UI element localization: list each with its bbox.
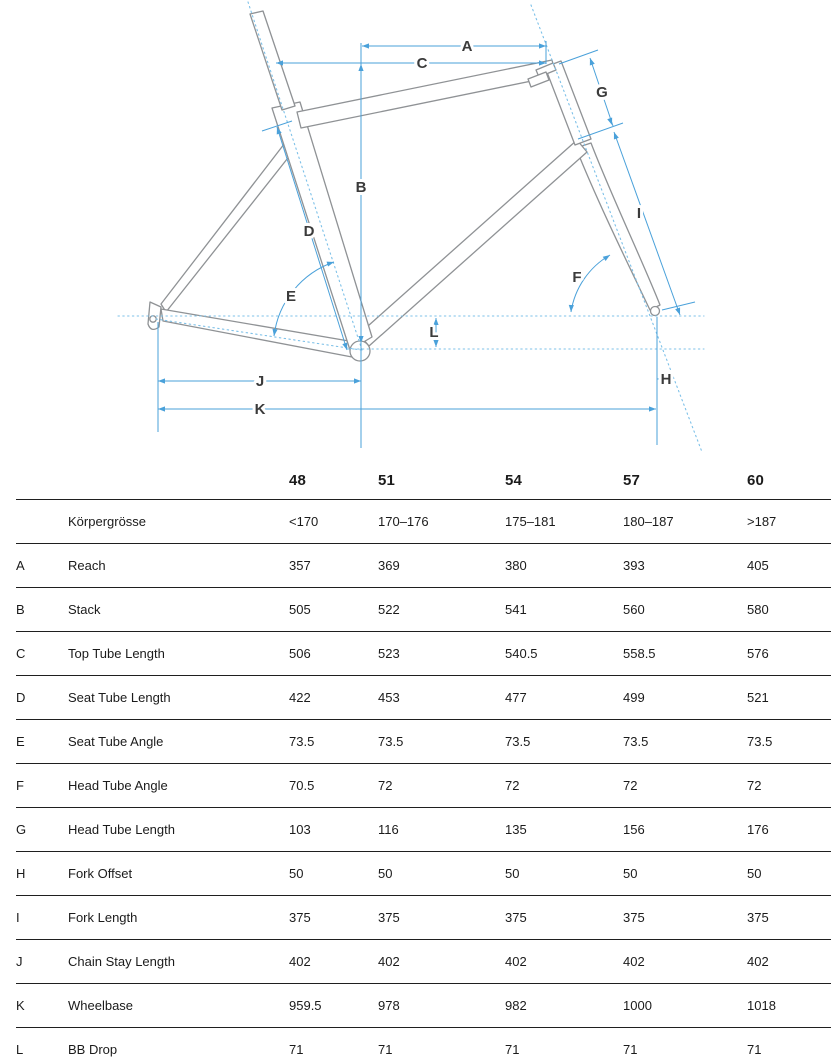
arrow bbox=[433, 340, 438, 347]
row-name: Stack bbox=[68, 602, 101, 617]
row-value: 402 bbox=[623, 954, 645, 969]
row-value: 375 bbox=[747, 910, 769, 925]
row-name: Körpergrösse bbox=[68, 514, 147, 529]
dimension-label-g: G bbox=[596, 84, 608, 101]
row-value: 175–181 bbox=[505, 514, 556, 529]
row-value: 71 bbox=[289, 1042, 304, 1057]
front-axle bbox=[651, 307, 660, 316]
row-value: 1018 bbox=[747, 998, 776, 1013]
row-name: BB Drop bbox=[68, 1042, 118, 1057]
dimension-label-h: H bbox=[660, 371, 672, 388]
arrow bbox=[612, 131, 619, 139]
head-tube bbox=[545, 61, 591, 145]
row-value: 375 bbox=[623, 910, 645, 925]
row-letter: J bbox=[16, 954, 23, 969]
table-header-row bbox=[16, 458, 831, 500]
row-value: 50 bbox=[623, 866, 638, 881]
row-letter: D bbox=[16, 690, 26, 705]
table-row bbox=[16, 676, 831, 720]
row-value: 72 bbox=[505, 778, 520, 793]
row-value: 402 bbox=[289, 954, 311, 969]
row-value: 71 bbox=[378, 1042, 393, 1057]
dimension-label-i: I bbox=[636, 205, 642, 222]
table-row bbox=[16, 984, 831, 1028]
arrow bbox=[568, 305, 574, 312]
row-name: Fork Offset bbox=[68, 866, 133, 881]
row-letter: F bbox=[16, 778, 24, 793]
row-letter: C bbox=[16, 646, 26, 661]
arrow bbox=[358, 64, 363, 71]
row-letter: G bbox=[16, 822, 27, 837]
row-value: 116 bbox=[378, 822, 399, 837]
arrow bbox=[158, 378, 165, 383]
row-value: 1000 bbox=[623, 998, 652, 1013]
row-value: 540.5 bbox=[505, 646, 538, 661]
row-value: 499 bbox=[623, 690, 645, 705]
row-value: 522 bbox=[378, 602, 400, 617]
header-size-54: 54 bbox=[505, 472, 523, 489]
fork bbox=[576, 143, 660, 310]
seat-post bbox=[250, 11, 295, 110]
row-value: 402 bbox=[505, 954, 527, 969]
row-value: 506 bbox=[289, 646, 311, 661]
row-value: 580 bbox=[747, 602, 769, 617]
arrow bbox=[588, 57, 595, 65]
table-row bbox=[16, 720, 831, 764]
row-name: Head Tube Length bbox=[68, 822, 175, 837]
row-value: 71 bbox=[623, 1042, 638, 1057]
row-value: 73.5 bbox=[505, 734, 531, 749]
row-value: 982 bbox=[505, 998, 527, 1013]
row-value: 50 bbox=[747, 866, 762, 881]
rear-axle bbox=[150, 316, 156, 322]
dimension-label-a: A bbox=[461, 38, 473, 55]
row-value: 523 bbox=[378, 646, 400, 661]
row-value: 978 bbox=[378, 998, 400, 1013]
row-value: 73.5 bbox=[623, 734, 649, 749]
row-value: >187 bbox=[747, 514, 777, 529]
row-value: 72 bbox=[623, 778, 638, 793]
row-value: 959.5 bbox=[289, 998, 322, 1013]
header-size-48: 48 bbox=[289, 472, 307, 489]
row-letter: B bbox=[16, 602, 25, 617]
table-row bbox=[16, 544, 831, 588]
row-letter: H bbox=[16, 866, 26, 881]
row-letter: I bbox=[16, 910, 20, 925]
arrow bbox=[649, 406, 656, 411]
geometry-svg bbox=[0, 0, 836, 458]
table-row bbox=[16, 852, 831, 896]
table-row bbox=[16, 1028, 831, 1063]
row-value: 375 bbox=[289, 910, 311, 925]
header-letter-cell bbox=[16, 489, 68, 499]
row-value: 477 bbox=[505, 690, 527, 705]
row-value: 70.5 bbox=[289, 778, 315, 793]
row-value: 50 bbox=[378, 866, 393, 881]
dimension-label-b: B bbox=[355, 179, 367, 196]
dimension-label-k: K bbox=[254, 401, 266, 418]
row-value: 369 bbox=[378, 558, 400, 573]
header-size-51: 51 bbox=[378, 472, 396, 489]
row-value: 73.5 bbox=[747, 734, 773, 749]
row-letter: L bbox=[16, 1042, 24, 1057]
row-value: 72 bbox=[378, 778, 393, 793]
row-name: Wheelbase bbox=[68, 998, 134, 1013]
row-name: Head Tube Angle bbox=[68, 778, 168, 793]
row-name: Top Tube Length bbox=[68, 646, 165, 661]
dimension-label-l: L bbox=[429, 324, 439, 341]
row-value: 505 bbox=[289, 602, 311, 617]
row-value: 521 bbox=[747, 690, 769, 705]
row-value: 180–187 bbox=[623, 514, 674, 529]
row-value: 560 bbox=[623, 602, 645, 617]
row-value: 380 bbox=[505, 558, 527, 573]
row-letter: A bbox=[16, 558, 25, 573]
row-value: 50 bbox=[505, 866, 520, 881]
table-row bbox=[16, 808, 831, 852]
row-name: Chain Stay Length bbox=[68, 954, 175, 969]
row-value: 402 bbox=[747, 954, 769, 969]
table-row bbox=[16, 896, 831, 940]
row-value: 73.5 bbox=[289, 734, 315, 749]
row-value: 176 bbox=[747, 822, 769, 837]
row-value: 576 bbox=[747, 646, 769, 661]
row-name: Fork Length bbox=[68, 910, 138, 925]
geometry-table bbox=[16, 458, 831, 1063]
dimension-label-d: D bbox=[303, 223, 315, 240]
table-row bbox=[16, 940, 831, 984]
row-value: 393 bbox=[623, 558, 645, 573]
table-row bbox=[16, 632, 831, 676]
arrow bbox=[362, 43, 369, 48]
row-value: 453 bbox=[378, 690, 400, 705]
row-value: 72 bbox=[747, 778, 762, 793]
row-name: Reach bbox=[68, 558, 106, 573]
arrow bbox=[158, 406, 165, 411]
down-tube bbox=[359, 140, 587, 346]
table-row bbox=[16, 764, 831, 808]
row-name: Seat Tube Length bbox=[68, 690, 171, 705]
row-value: 71 bbox=[747, 1042, 762, 1057]
table-row bbox=[16, 588, 831, 632]
row-value: 405 bbox=[747, 558, 769, 573]
header-size-57: 57 bbox=[623, 472, 641, 489]
arrow bbox=[675, 308, 682, 316]
dimension-label-e: E bbox=[285, 288, 297, 305]
row-value: 170–176 bbox=[378, 514, 429, 529]
arrow bbox=[539, 43, 546, 48]
row-value: 357 bbox=[289, 558, 311, 573]
dimension-label-c: C bbox=[416, 55, 428, 72]
row-value: 558.5 bbox=[623, 646, 656, 661]
geometry-table-body bbox=[16, 500, 831, 1063]
seat-tube bbox=[272, 102, 372, 350]
row-value: 73.5 bbox=[378, 734, 404, 749]
row-value: 156 bbox=[623, 822, 645, 837]
row-value: 402 bbox=[378, 954, 400, 969]
row-value: 50 bbox=[289, 866, 304, 881]
row-value: 375 bbox=[378, 910, 400, 925]
arrow bbox=[603, 253, 612, 261]
row-value: 71 bbox=[505, 1042, 520, 1057]
dimension-label-f: F bbox=[572, 269, 582, 286]
table-row bbox=[16, 500, 831, 544]
row-name: Seat Tube Angle bbox=[68, 734, 164, 749]
row-letter: E bbox=[16, 734, 25, 749]
header-size-60: 60 bbox=[747, 472, 765, 489]
row-value: <170 bbox=[289, 514, 319, 529]
header-name-cell bbox=[68, 489, 289, 499]
bike-geometry-diagram bbox=[0, 0, 836, 458]
seat-stay bbox=[161, 139, 295, 312]
row-value: 135 bbox=[505, 822, 527, 837]
dimension-label-j: J bbox=[255, 373, 265, 390]
row-value: 103 bbox=[289, 822, 311, 837]
row-letter: K bbox=[16, 998, 25, 1013]
row-value: 541 bbox=[505, 602, 527, 617]
row-value: 422 bbox=[289, 690, 311, 705]
arrow bbox=[607, 118, 614, 126]
arrow bbox=[354, 378, 361, 383]
row-value: 375 bbox=[505, 910, 527, 925]
